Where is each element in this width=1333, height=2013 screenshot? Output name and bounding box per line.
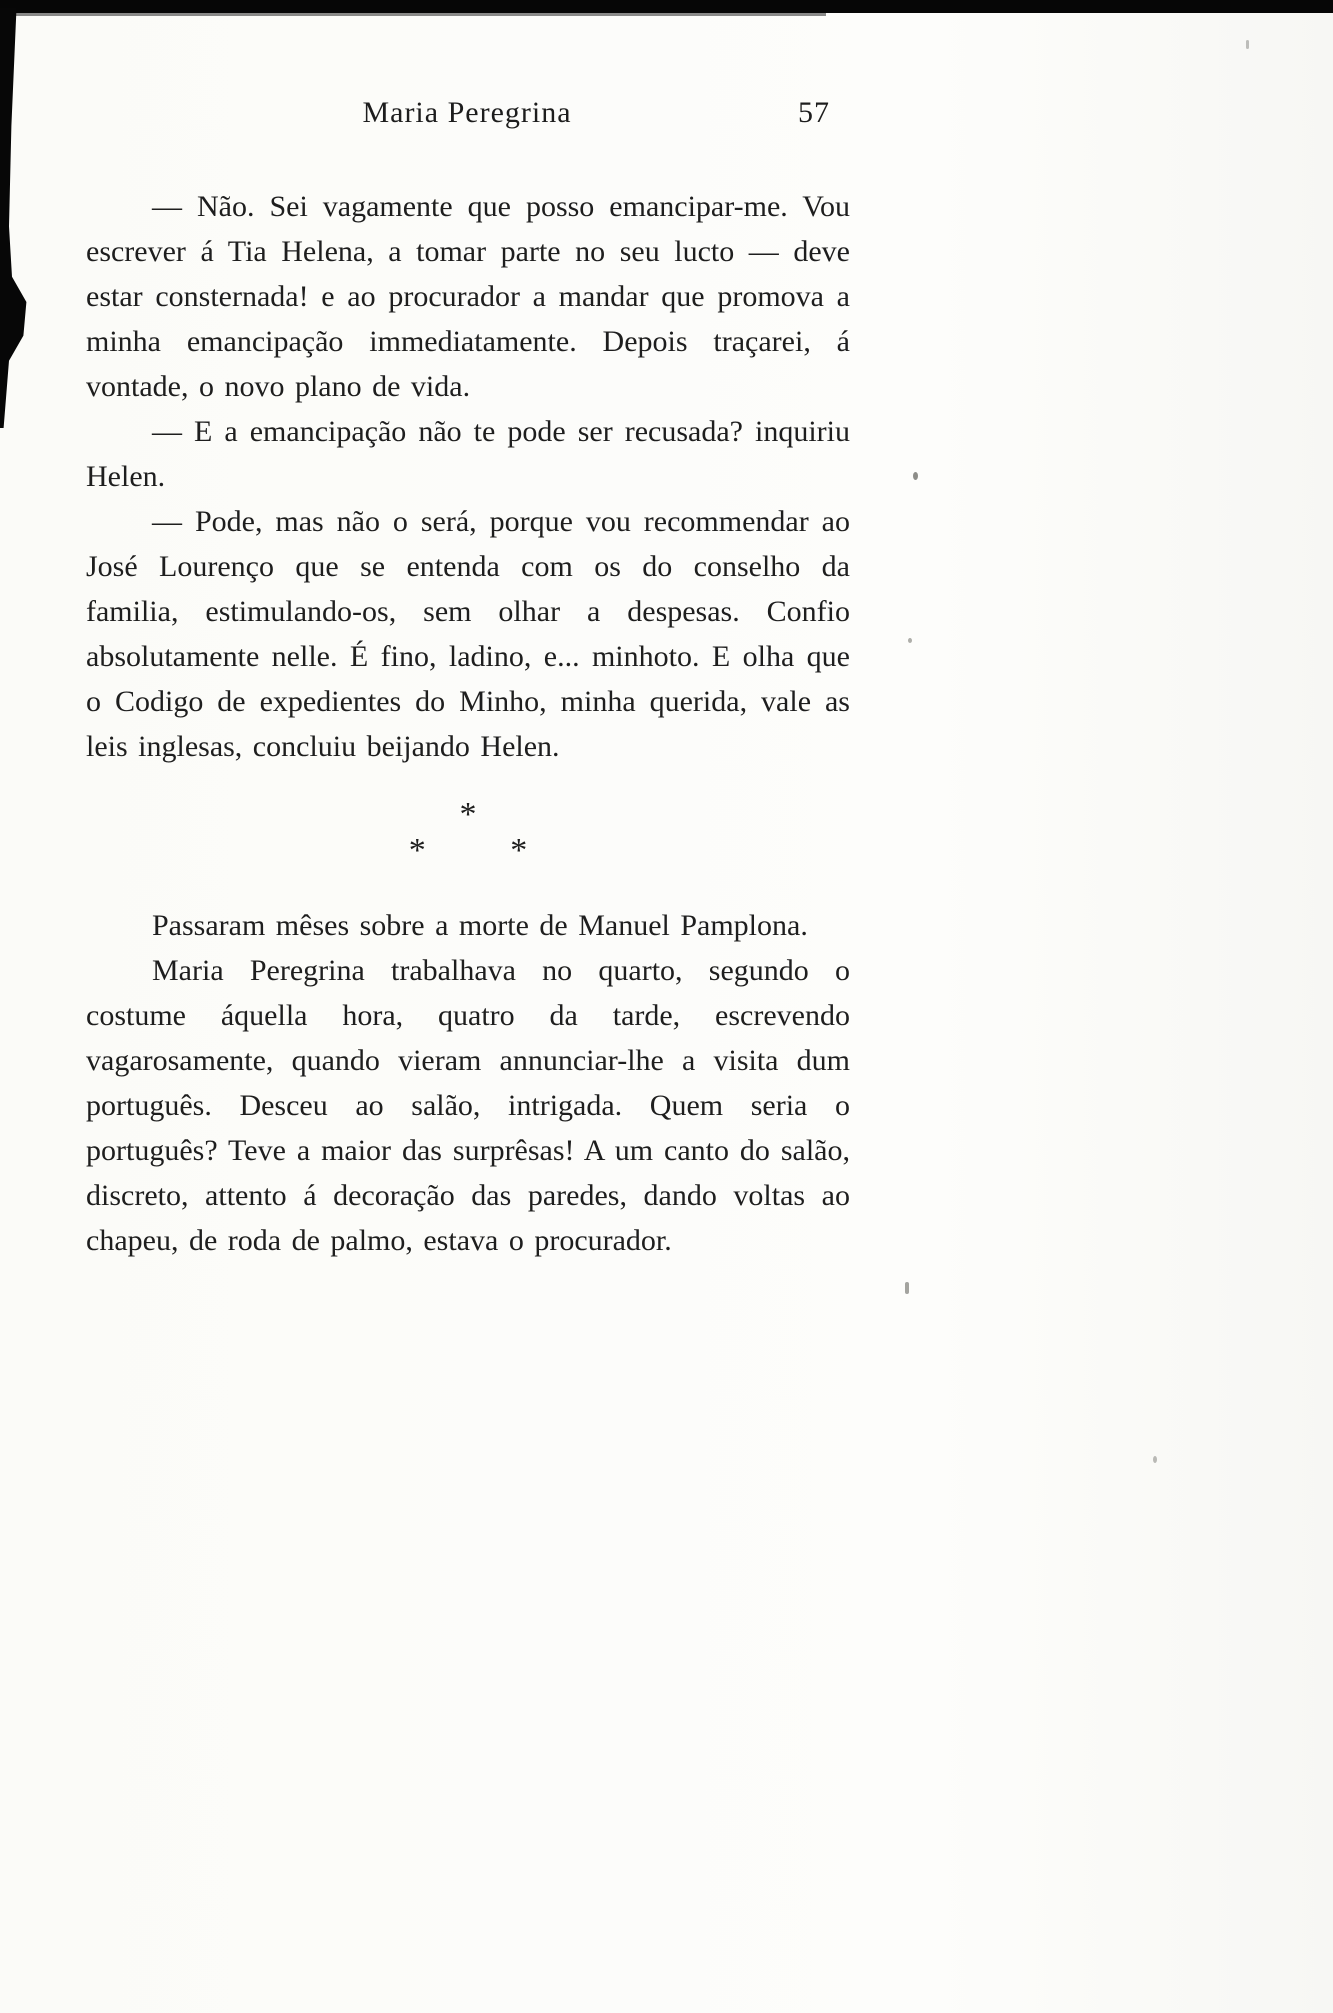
asterism-separator (86, 797, 850, 869)
page-title: Maria Peregrina (362, 96, 572, 129)
paragraph: — Não. Sei vagamente que posso emancipar-me. Vou escrever á Tia Helena, a tomar parte no seu lucto — deve estar consternada! e ao procurador a mandar que promova a minha emancipação immediatamente. Depois traçarei, á vontade, o novo plano de vida. (86, 190, 850, 403)
scan-speck (1153, 1456, 1157, 1463)
asterisk-bottom-left: * (408, 832, 426, 869)
scan-speck (908, 638, 912, 643)
scan-edge-top (0, 0, 1333, 13)
page-number: 57 (798, 96, 830, 129)
paragraph: — E a emancipação não te pode ser recusada? inquiriu Helen. (86, 415, 850, 493)
scan-edge-left (0, 8, 30, 428)
paragraph: — Pode, mas não o será, porque vou recommendar ao José Lourenço que se entenda com os do conselho da familia, estimulando-os, sem olhar a despesas. Confio absolutamente nelle. É fino, ladino, e... minhoto. E olha que o Codigo de expedientes do Minho, minha querida, vale as leis inglesas, concluiu beijando Helen. (86, 505, 850, 763)
paragraph: Passaram mêses sobre a morte de Manuel Pamplona. (152, 909, 808, 942)
scan-speck (905, 1282, 909, 1294)
text-column (86, 184, 850, 1263)
running-head (86, 96, 848, 136)
section-dialogue (86, 184, 850, 769)
scan-speck (1246, 40, 1249, 49)
asterisk-bottom-right: * (510, 832, 528, 869)
paragraph: Maria Peregrina trabalhava no quarto, segundo o costume áquella hora, quatro da tarde, escrevendo vagarosamente, quando vieram annunciar-lhe a visita dum português. Desceu ao salão, intrigada. Quem seria o português? Teve a maior das surprêsas! A um canto do salão, discreto, attento á decoração das paredes, dando voltas ao chapeu, de roda de palmo, estava o procurador. (86, 954, 850, 1257)
section-narrative (86, 903, 850, 1263)
scan-speck (913, 472, 918, 480)
asterisk-top: * (459, 796, 477, 833)
